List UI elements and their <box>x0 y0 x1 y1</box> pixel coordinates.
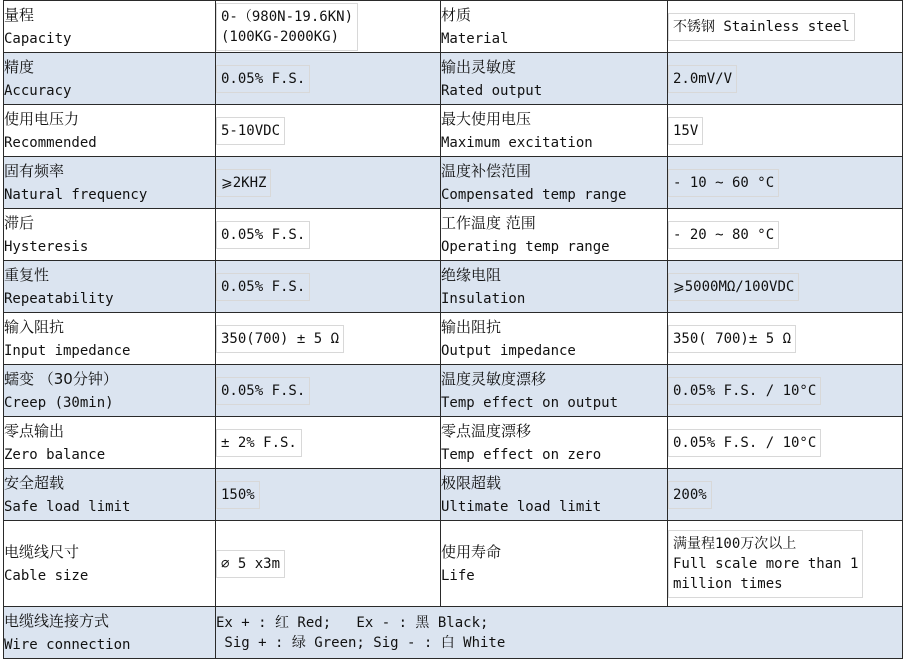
label-english: Temp effect on zero <box>441 446 602 463</box>
spec-value: 2.0mV/V <box>668 65 737 93</box>
spec-value-cell <box>216 53 441 105</box>
label-chinese: 输出灵敏度 <box>441 57 517 76</box>
label-english: Operating temp range <box>441 238 610 255</box>
spec-value-cell <box>216 1 441 53</box>
spec-label-cell <box>441 521 668 607</box>
spec-row <box>4 469 903 521</box>
spec-label-cell <box>4 469 216 521</box>
spec-row <box>4 1 903 53</box>
spec-value-cell <box>216 521 441 607</box>
spec-value: 0.05% F.S. <box>216 65 310 93</box>
label-english: Ultimate load limit <box>441 498 602 515</box>
spec-value: 15V <box>668 117 703 145</box>
spec-label-cell <box>441 417 668 469</box>
spec-table <box>3 0 903 659</box>
label-english: Temp effect on output <box>441 394 619 411</box>
spec-value-cell <box>216 261 441 313</box>
spec-label-cell <box>4 521 216 607</box>
spec-label-cell <box>4 209 216 261</box>
spec-row <box>4 157 903 209</box>
spec-value: 0.05% F.S. <box>216 377 310 405</box>
spec-label-cell <box>441 313 668 365</box>
wire-label-cell <box>4 607 216 659</box>
label-chinese: 输入阻抗 <box>4 317 65 336</box>
spec-value-cell <box>668 105 903 157</box>
spec-value: - 10 ~ 60 °C <box>668 169 779 197</box>
wire-line-signal: Sig + : 绿 Green; Sig - : 白 White <box>216 634 506 651</box>
spec-value: ⩾5000MΩ/100VDC <box>668 273 799 301</box>
spec-row <box>4 105 903 157</box>
spec-value: 满量程100万次以上 Full scale more than 1 million times <box>668 530 863 598</box>
label-chinese: 温度灵敏度漂移 <box>441 369 547 388</box>
label-chinese: 温度补偿范围 <box>441 161 532 180</box>
spec-value: - 20 ~ 80 °C <box>668 221 779 249</box>
spec-value: 5-10VDC <box>216 117 285 145</box>
label-chinese: 使用电压力 <box>4 109 80 128</box>
spec-row <box>4 53 903 105</box>
label-chinese: 材质 <box>441 5 472 24</box>
spec-value: ± 2% F.S. <box>216 429 302 457</box>
spec-value: 0.05% F.S. / 10°C <box>668 429 821 457</box>
spec-value-cell <box>216 313 441 365</box>
spec-row <box>4 209 903 261</box>
spec-label-cell <box>441 157 668 209</box>
label-english: Recommended <box>4 134 97 151</box>
spec-label-cell <box>441 469 668 521</box>
label-chinese: 绝缘电阻 <box>441 265 502 284</box>
spec-value-cell <box>668 157 903 209</box>
spec-value: ⌀ 5 x3m <box>216 550 285 578</box>
label-chinese: 滞后 <box>4 213 35 232</box>
label-chinese: 安全超载 <box>4 473 65 492</box>
label-english: Life <box>441 567 475 584</box>
spec-value: 0-（980N-19.6KN) (100KG-2000KG) <box>216 3 358 51</box>
label-chinese: 使用寿命 <box>441 542 502 561</box>
spec-label-cell <box>4 53 216 105</box>
label-chinese: 蠕变 （30分钟） <box>4 369 118 388</box>
spec-value: 350(700) ± 5 Ω <box>216 325 344 353</box>
spec-value: 0.05% F.S. / 10°C <box>668 377 821 405</box>
spec-value-cell <box>216 209 441 261</box>
spec-row <box>4 417 903 469</box>
label-english: Repeatability <box>4 290 114 307</box>
label-english: Rated output <box>441 82 543 99</box>
spec-value-cell <box>216 365 441 417</box>
spec-label-cell <box>441 365 668 417</box>
spec-row <box>4 261 903 313</box>
wire-row <box>4 607 903 659</box>
label-chinese: 电缆线连接方式 <box>4 611 110 630</box>
label-chinese: 工作温度 范围 <box>441 213 536 232</box>
spec-label-cell <box>441 1 668 53</box>
spec-label-cell <box>4 417 216 469</box>
spec-value: 200% <box>668 481 712 509</box>
label-chinese: 电缆线尺寸 <box>4 542 80 561</box>
spec-value-cell <box>216 105 441 157</box>
wire-line-excitation: Ex + : 红 Red; Ex - : 黑 Black; <box>216 614 489 631</box>
label-chinese: 零点温度漂移 <box>441 421 532 440</box>
label-chinese: 精度 <box>4 57 35 76</box>
spec-value-cell <box>668 313 903 365</box>
label-english: Safe load limit <box>4 498 131 515</box>
spec-value-cell <box>668 417 903 469</box>
spec-row <box>4 521 903 607</box>
label-english: Zero balance <box>4 446 106 463</box>
spec-value-cell <box>216 157 441 209</box>
spec-value-cell <box>216 469 441 521</box>
label-chinese: 输出阻抗 <box>441 317 502 336</box>
spec-value: 350( 700)± 5 Ω <box>668 325 796 353</box>
spec-label-cell <box>4 157 216 209</box>
label-english: Output impedance <box>441 342 576 359</box>
spec-value-cell <box>668 469 903 521</box>
label-english: Material <box>441 30 509 47</box>
spec-value-cell <box>668 1 903 53</box>
spec-label-cell <box>441 209 668 261</box>
label-chinese: 极限超载 <box>441 473 502 492</box>
spec-value: 150% <box>216 481 260 509</box>
spec-label-cell <box>4 313 216 365</box>
label-chinese: 零点输出 <box>4 421 65 440</box>
spec-value: 0.05% F.S. <box>216 273 310 301</box>
label-english: Input impedance <box>4 342 131 359</box>
spec-label-cell <box>441 53 668 105</box>
label-english: Compensated temp range <box>441 186 627 203</box>
label-english: Wire connection <box>4 636 131 653</box>
label-english: Insulation <box>441 290 526 307</box>
spec-label-cell <box>441 261 668 313</box>
spec-value: 不锈钢 Stainless steel <box>668 13 855 41</box>
spec-label-cell <box>4 1 216 53</box>
wire-value-cell <box>216 607 903 659</box>
spec-row <box>4 365 903 417</box>
label-english: Capacity <box>4 30 72 47</box>
spec-label-cell <box>441 105 668 157</box>
spec-value-cell <box>668 521 903 607</box>
spec-value-cell <box>668 365 903 417</box>
spec-value: ⩾2KHZ <box>216 169 271 197</box>
label-english: Natural frequency <box>4 186 148 203</box>
label-english: Hysteresis <box>4 238 89 255</box>
label-chinese: 最大使用电压 <box>441 109 532 128</box>
spec-label-cell <box>4 365 216 417</box>
label-chinese: 重复性 <box>4 265 50 284</box>
label-chinese: 固有频率 <box>4 161 65 180</box>
label-chinese: 量程 <box>4 5 35 24</box>
spec-label-cell <box>4 105 216 157</box>
spec-value-cell <box>668 53 903 105</box>
label-english: Creep (30min) <box>4 394 114 411</box>
label-english: Cable size <box>4 567 89 584</box>
label-english: Accuracy <box>4 82 72 99</box>
spec-value-cell <box>216 417 441 469</box>
label-english: Maximum excitation <box>441 134 593 151</box>
spec-value: 0.05% F.S. <box>216 221 310 249</box>
spec-value-cell <box>668 261 903 313</box>
spec-value-cell <box>668 209 903 261</box>
spec-row <box>4 313 903 365</box>
spec-label-cell <box>4 261 216 313</box>
